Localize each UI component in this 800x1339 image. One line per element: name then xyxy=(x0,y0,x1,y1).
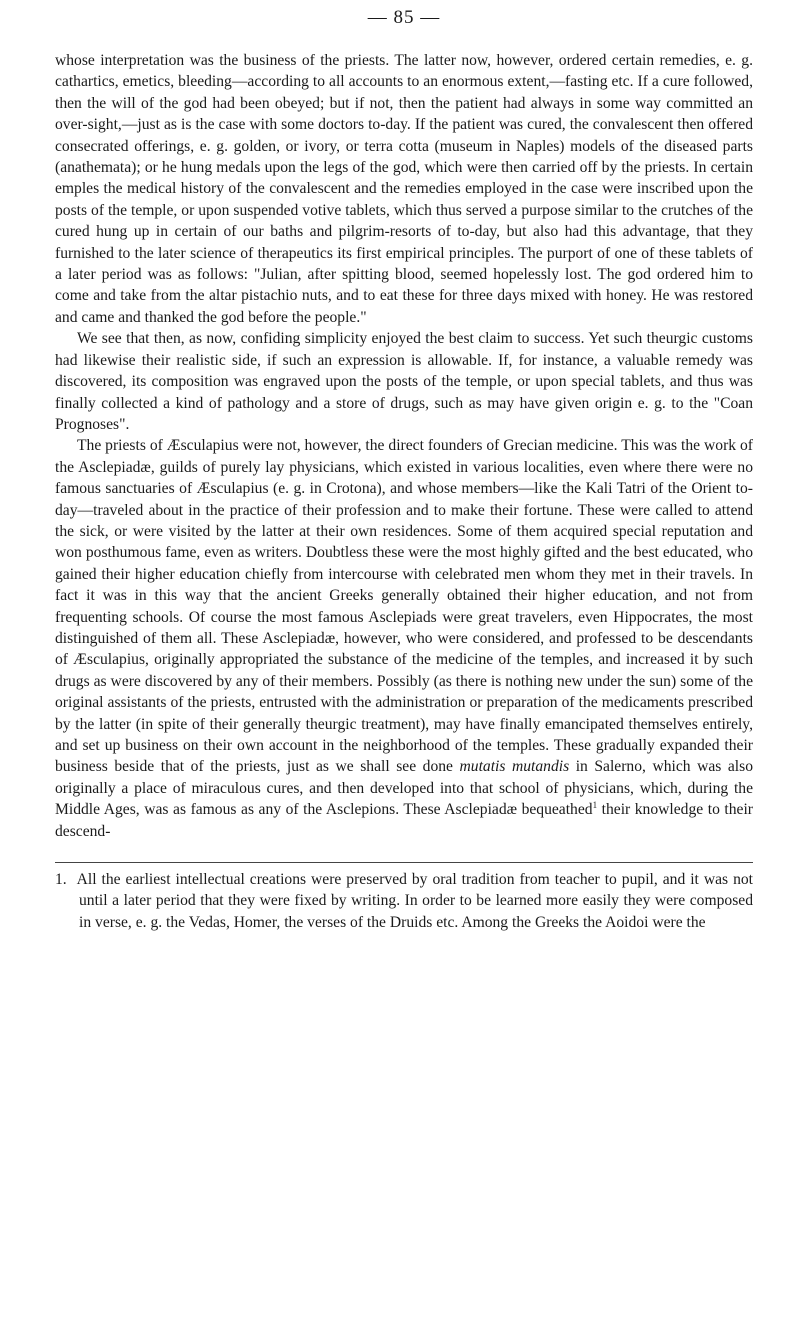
italic-phrase: mutatis mutandis xyxy=(459,758,570,776)
paragraph-3-end: their knowledge to their descend- xyxy=(55,801,753,840)
paragraph-2: We see that then, as now, confiding simplicity enjoyed the best claim to success. Yet such theurgic customs had likewise their realistic side, if such an expression is allowable. If, for instance, a valuable remedy was discovered, its composition was engraved upon the posts of the temple, or upon special tablets, and thus was finally collected a kind of pathology and a store of drugs, such as may have given origin e. g. to the "Coan Prognoses". xyxy=(55,330,753,433)
footnote-marker: 1 xyxy=(592,800,598,811)
paragraph-3 xyxy=(55,435,753,842)
footnote-1 xyxy=(55,869,753,933)
paragraph-3-continuation: in Salerno, which was also originally a place of miraculous cures, and then developed into that school of physicians, which, during the Middle Ages, was as famous as any of the Asclepions. These Asclepiadæ bequeathed xyxy=(55,758,753,819)
footnote-text: All the earliest intellectual creations were preserved by oral tradition from teacher to pupil, and it was not until a later period that they were fixed by writing. In order to be learned more easily they were composed in verse, e. g. the Vedas, Homer, the verses of the Druids etc. Among the Greeks the Aoidoi were the xyxy=(76,871,753,931)
paragraph-1: whose interpretation was the business of the priests. The latter now, however, ordered certain remedies, e. g. cathartics, emetics, bleeding—according to all accounts to an enormous extent,—fasting etc. If a cure followed, then the will of the god had been obeyed; but if not, then the patient had always in some way committed an over-sight,—just as is the case with some doctors to-day. If the patient was cured, the convalescent then offered consecrated offerings, e. g. golden, or ivory, or terra cotta (museum in Naples) models of the diseased parts (anathemata); or he hung medals upon the legs of the god, which were then carried off by the priests. In certain emples the medical history of the convalescent and the remedies employed in the case were inscribed upon the posts of the temple, or upon suspended votive tablets, which thus served a purpose similar to the crutches of the cured hung up in certain of our baths and pilgrim-resorts of to-day, but also had this advantage, that they furnished to the later science of therapeutics its first empirical principles. The purport of one of these tablets of a later period was as follows: "Julian, after spitting blood, seemed hopelessly lost. The god ordered him to come and take from the altar pistachio nuts, and to eat these for three days mixed with honey. He was restored and came and thanked the god before the people." xyxy=(55,52,753,326)
document-page xyxy=(55,6,753,933)
footnote-number: 1. xyxy=(55,871,67,889)
page-number: — 85 — xyxy=(367,7,441,28)
paragraph-3-text: The priests of Æsculapius were not, however, the direct founders of Grecian medicine. This was the work of the Asclepiadæ, guilds of purely lay physicians, which existed in various localities, even where there were no famous sanctuaries of Æsculapius (e. g. in Crotona), and whose members—like the Kali Tatri of the Orient to-day—traveled about in the practice of their profession and to make their fortune. These were called to attend the sick, or were visited by the latter at their own residences. Some of them acquired special reputation and won posthumous fame, even as writers. Doubtless these were the most highly gifted and the best educated, who gained their higher education chiefly from intercourse with celebrated men whom they met in their travels. In fact it was in this way that the ancient Greeks generally obtained their higher education, and not from frequenting schools. Of course the most famous Asclepiads were great travelers, even Hippocrates, the most distinguished of them all. These Asclepiadæ, however, who were considered, and professed to be descendants of Æsculapius, originally appropriated the substance of the medicine of the temples, and increased it by such drugs as were discovered by any of their members. Possibly (as there is nothing new under the sun) some of the original assistants of the priests, entrusted with the administration or preparation of the medicaments prescribed by the latter (in spite of their generally theurgic treatment), may have finally emancipated themselves entirely, and set up business on their own account in the neighborhood of the temples. These gradually expanded their business beside that of the priests, just as we shall see done xyxy=(55,437,753,776)
footnotes xyxy=(55,862,753,933)
